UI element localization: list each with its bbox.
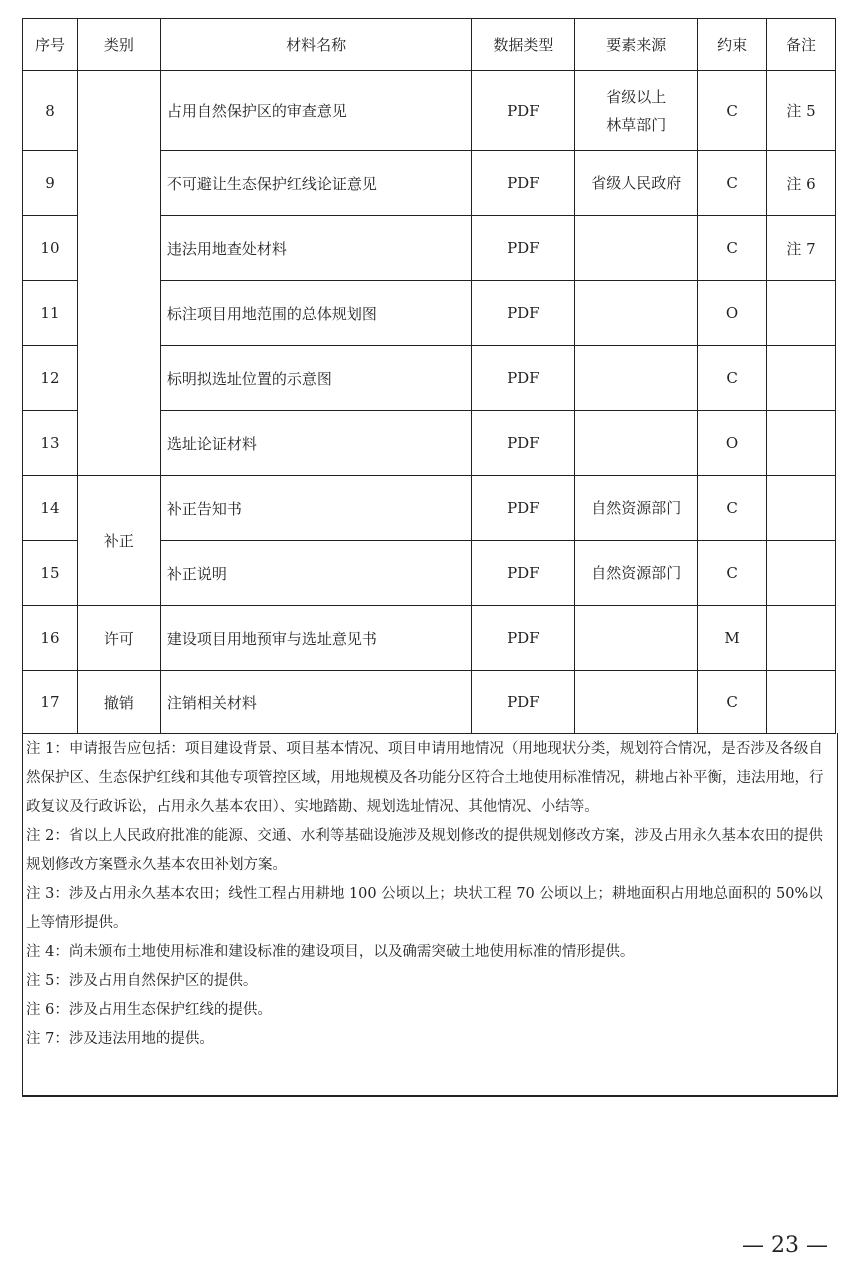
element-source bbox=[575, 281, 698, 346]
header-no: 序号 bbox=[23, 19, 78, 71]
table-row bbox=[23, 606, 836, 671]
source-line: 林草部门 bbox=[606, 115, 667, 134]
data-type: PDF bbox=[472, 71, 575, 151]
row-number: 8 bbox=[23, 71, 78, 151]
element-source bbox=[575, 606, 698, 671]
row-number: 11 bbox=[23, 281, 78, 346]
material-name: 违法用地查处材料 bbox=[160, 216, 472, 281]
header-category: 类别 bbox=[77, 19, 160, 71]
note-3: 注 3：涉及占用永久基本农田；线性工程占用耕地 100 公顷以上；块状工程 70 公顷以上；耕地面积占用地总面积的 50%以上等情形提供。 bbox=[26, 886, 823, 931]
remark: 注 6 bbox=[767, 151, 836, 216]
row-number: 14 bbox=[23, 476, 78, 541]
row-number: 13 bbox=[23, 411, 78, 476]
row-category: 补正 bbox=[77, 476, 160, 606]
row-category: 撤销 bbox=[77, 671, 160, 734]
element-source bbox=[575, 671, 698, 734]
table-row bbox=[23, 671, 836, 734]
note-2: 注 2：省以上人民政府批准的能源、交通、水利等基础设施涉及规划修改的提供规划修改方案，涉及占用永久基本农田的提供规划修改方案暨永久基本农田补划方案。 bbox=[26, 828, 823, 873]
header-source: 要素来源 bbox=[575, 19, 698, 71]
header-remark: 备注 bbox=[767, 19, 836, 71]
data-type: PDF bbox=[472, 541, 575, 606]
notes-box bbox=[22, 733, 838, 1097]
material-name: 补正说明 bbox=[160, 541, 472, 606]
header-constraint: 约束 bbox=[698, 19, 767, 71]
header-type: 数据类型 bbox=[472, 19, 575, 71]
element-source bbox=[575, 216, 698, 281]
row-category: 许可 bbox=[77, 606, 160, 671]
data-type: PDF bbox=[472, 606, 575, 671]
remark bbox=[767, 346, 836, 411]
row-number: 12 bbox=[23, 346, 78, 411]
note-4: 注 4：尚未颁布土地使用标准和建设标准的建设项目，以及确需突破土地使用标准的情形提供。 bbox=[26, 944, 635, 960]
row-category bbox=[77, 71, 160, 476]
constraint: C bbox=[698, 476, 767, 541]
note-1: 注 1：申请报告应包括：项目建设背景、项目基本情况、项目申请用地情况（用地现状分类，规划符合情况，是否涉及各级自然保护区、生态保护红线和其他专项管控区域，用地规模及各功能分区符合土地使用标准情况，耕地占补平衡，违法用地，行政复议及行政诉讼，占用永久基本农田）、实地踏勘、规划选址情况、其他情况、小结等。 bbox=[26, 741, 824, 815]
note-7: 注 7：涉及违法用地的提供。 bbox=[26, 1031, 214, 1047]
element-source bbox=[575, 541, 698, 606]
remark: 注 7 bbox=[767, 216, 836, 281]
data-type: PDF bbox=[472, 476, 575, 541]
remark bbox=[767, 411, 836, 476]
constraint: C bbox=[698, 71, 767, 151]
element-source bbox=[575, 346, 698, 411]
remark bbox=[767, 671, 836, 734]
table-header-row bbox=[23, 19, 836, 71]
data-type: PDF bbox=[472, 346, 575, 411]
row-number: 15 bbox=[23, 541, 78, 606]
source-line: 自然资源部门 bbox=[591, 499, 682, 517]
data-type: PDF bbox=[472, 281, 575, 346]
source-line: 自然资源部门 bbox=[591, 564, 682, 582]
source-line: 省级人民政府 bbox=[591, 174, 682, 192]
data-type: PDF bbox=[472, 216, 575, 281]
data-type: PDF bbox=[472, 671, 575, 734]
note-6: 注 6：涉及占用生态保护红线的提供。 bbox=[26, 1002, 272, 1018]
page-number: — 23 — bbox=[742, 1233, 828, 1258]
header-name: 材料名称 bbox=[160, 19, 472, 71]
data-type: PDF bbox=[472, 411, 575, 476]
material-name: 不可避让生态保护红线论证意见 bbox=[160, 151, 472, 216]
material-name: 标明拟选址位置的示意图 bbox=[160, 346, 472, 411]
note-5: 注 5：涉及占用自然保护区的提供。 bbox=[26, 973, 258, 989]
constraint: O bbox=[698, 281, 767, 346]
constraint: C bbox=[698, 541, 767, 606]
constraint: C bbox=[698, 216, 767, 281]
constraint: O bbox=[698, 411, 767, 476]
material-name: 补正告知书 bbox=[160, 476, 472, 541]
constraint: C bbox=[698, 346, 767, 411]
material-name: 建设项目用地预审与选址意见书 bbox=[160, 606, 472, 671]
constraint: M bbox=[698, 606, 767, 671]
remark: 注 5 bbox=[767, 71, 836, 151]
data-type: PDF bbox=[472, 151, 575, 216]
element-source bbox=[575, 151, 698, 216]
material-name: 注销相关材料 bbox=[160, 671, 472, 734]
materials-table bbox=[22, 18, 836, 734]
material-name: 标注项目用地范围的总体规划图 bbox=[160, 281, 472, 346]
remark bbox=[767, 476, 836, 541]
table-row bbox=[23, 476, 836, 541]
row-number: 9 bbox=[23, 151, 78, 216]
table-row bbox=[23, 71, 836, 151]
source-line: 省级以上 bbox=[606, 87, 667, 106]
remark bbox=[767, 541, 836, 606]
element-source bbox=[575, 71, 698, 151]
element-source bbox=[575, 411, 698, 476]
row-number: 16 bbox=[23, 606, 78, 671]
remark bbox=[767, 606, 836, 671]
constraint: C bbox=[698, 151, 767, 216]
remark bbox=[767, 281, 836, 346]
row-number: 17 bbox=[23, 671, 78, 734]
constraint: C bbox=[698, 671, 767, 734]
material-name: 选址论证材料 bbox=[160, 411, 472, 476]
row-number: 10 bbox=[23, 216, 78, 281]
material-name: 占用自然保护区的审查意见 bbox=[160, 71, 472, 151]
element-source bbox=[575, 476, 698, 541]
